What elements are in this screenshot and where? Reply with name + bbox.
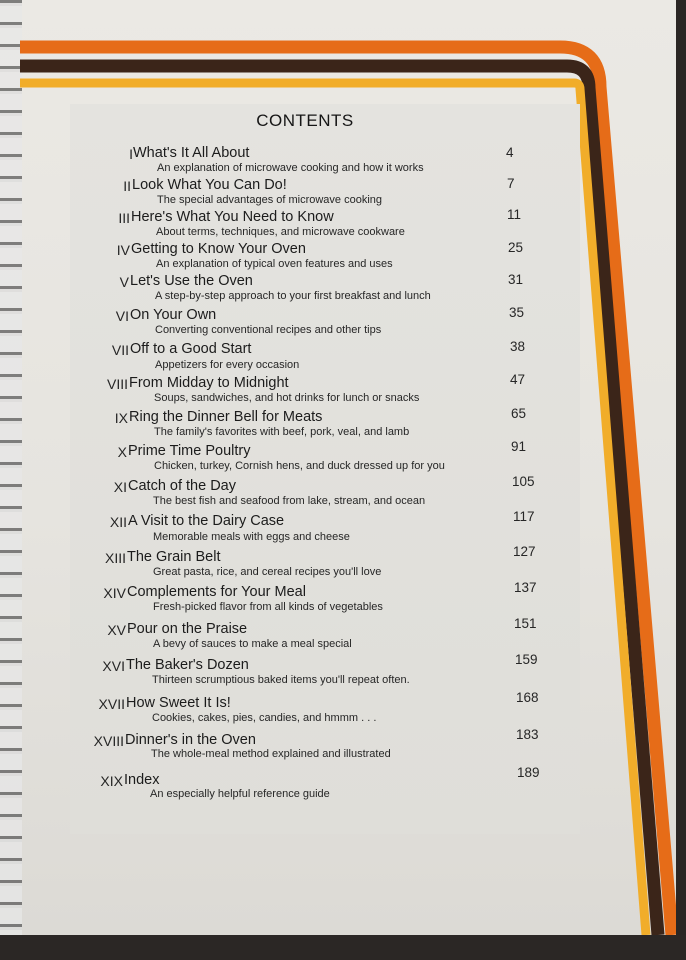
chapter-page-number: 4 xyxy=(506,145,514,160)
chapter-page-number: 7 xyxy=(507,176,515,191)
chapter-title: Index xyxy=(124,772,160,788)
table-surface xyxy=(0,935,686,960)
chapter-title: Catch of the Day xyxy=(128,478,236,494)
chapter-title: Dinner's in the Oven xyxy=(125,732,256,748)
chapter-number: XI xyxy=(113,479,127,495)
chapter-number: V xyxy=(119,274,129,290)
chapter-description: A bevy of sauces to make a meal special xyxy=(153,638,352,650)
chapter-number: I xyxy=(129,146,133,162)
chapter-title: Look What You Can Do! xyxy=(132,177,287,193)
chapter-title: Ring the Dinner Bell for Meats xyxy=(129,409,323,425)
chapter-number: XVI xyxy=(102,658,125,674)
chapter-number: XV xyxy=(107,622,126,638)
chapter-title: Getting to Know Your Oven xyxy=(131,241,306,257)
chapter-title: Pour on the Praise xyxy=(127,621,248,637)
chapter-number: III xyxy=(118,210,130,226)
chapter-page-number: 117 xyxy=(513,509,535,524)
contents-title: CONTENTS xyxy=(256,111,354,130)
chapter-number: XIV xyxy=(103,585,126,601)
chapter-page-number: 38 xyxy=(510,339,526,354)
chapter-title: Here's What You Need to Know xyxy=(131,209,334,225)
chapter-title: Off to a Good Start xyxy=(130,341,252,357)
chapter-number: VIII xyxy=(106,376,128,392)
chapter-title: The Baker's Dozen xyxy=(126,657,249,673)
chapter-number: II xyxy=(123,178,131,194)
chapter-number: XVIII xyxy=(93,733,124,749)
chapter-page-number: 65 xyxy=(511,406,527,421)
chapter-description: An explanation of microwave cooking and how it works xyxy=(157,162,424,174)
chapter-title: The Grain Belt xyxy=(127,549,221,565)
chapter-title: What's It All About xyxy=(133,145,250,161)
chapter-number: VI xyxy=(115,308,129,324)
chapter-page-number: 25 xyxy=(508,240,524,255)
chapter-title: Prime Time Poultry xyxy=(128,443,251,459)
chapter-description: The best fish and seafood from lake, stream, and ocean xyxy=(153,495,426,507)
chapter-page-number: 189 xyxy=(517,765,540,780)
chapter-page-number: 35 xyxy=(509,305,525,320)
chapter-page-number: 183 xyxy=(516,727,539,742)
chapter-title: From Midday to Midnight xyxy=(129,375,289,391)
chapter-number: XII xyxy=(109,514,127,530)
chapter-page-number: 151 xyxy=(514,616,537,631)
chapter-page-number: 105 xyxy=(512,474,535,489)
chapter-description: Converting conventional recipes and other tips xyxy=(155,324,382,336)
chapter-number: XIII xyxy=(104,550,126,566)
chapter-page-number: 127 xyxy=(513,544,536,559)
chapter-description: About terms, techniques, and microwave cookware xyxy=(156,226,405,238)
chapter-number: IX xyxy=(114,410,128,426)
chapter-description: Appetizers for every occasion xyxy=(155,359,300,371)
chapter-description: Soups, sandwiches, and hot drinks for lunch or snacks xyxy=(154,392,420,404)
chapter-page-number: 137 xyxy=(514,580,537,595)
chapter-number: XVII xyxy=(98,696,125,712)
chapter-description: The whole-meal method explained and illustrated xyxy=(151,748,391,760)
chapter-description: An explanation of typical oven features and uses xyxy=(156,258,393,270)
chapter-description: A step-by-step approach to your first breakfast and lunch xyxy=(155,290,431,302)
chapter-page-number: 11 xyxy=(507,207,522,222)
chapter-page-number: 31 xyxy=(508,272,524,287)
chapter-page-number: 159 xyxy=(515,652,538,667)
chapter-description: Cookies, cakes, pies, candies, and hmmm . . . xyxy=(152,712,377,724)
chapter-number: XIX xyxy=(100,773,123,789)
chapter-page-number: 168 xyxy=(516,690,539,705)
chapter-description: Memorable meals with eggs and cheese xyxy=(153,531,350,543)
chapter-title: Complements for Your Meal xyxy=(127,584,306,600)
chapter-description: The family's favorites with beef, pork, veal, and lamb xyxy=(154,426,410,438)
chapter-description: The special advantages of microwave cooking xyxy=(157,194,383,206)
chapter-title: A Visit to the Dairy Case xyxy=(128,513,285,529)
chapter-description: Chicken, turkey, Cornish hens, and duck dressed up for you xyxy=(154,460,445,472)
chapter-page-number: 91 xyxy=(511,439,527,454)
chapter-description: Thirteen scrumptious baked items you'll repeat often. xyxy=(152,674,410,686)
chapter-description: Fresh-picked flavor from all kinds of vegetables xyxy=(153,601,383,613)
chapter-number: IV xyxy=(116,242,130,258)
chapter-number: VII xyxy=(111,342,129,358)
chapter-title: Let's Use the Oven xyxy=(130,273,253,289)
chapter-description: An especially helpful reference guide xyxy=(150,788,330,800)
chapter-number: X xyxy=(117,444,127,460)
chapter-description: Great pasta, rice, and cereal recipes you'll love xyxy=(153,566,382,578)
chapter-page-number: 47 xyxy=(510,372,526,387)
chapter-title: On Your Own xyxy=(130,307,217,323)
chapter-title: How Sweet It Is! xyxy=(126,695,231,711)
